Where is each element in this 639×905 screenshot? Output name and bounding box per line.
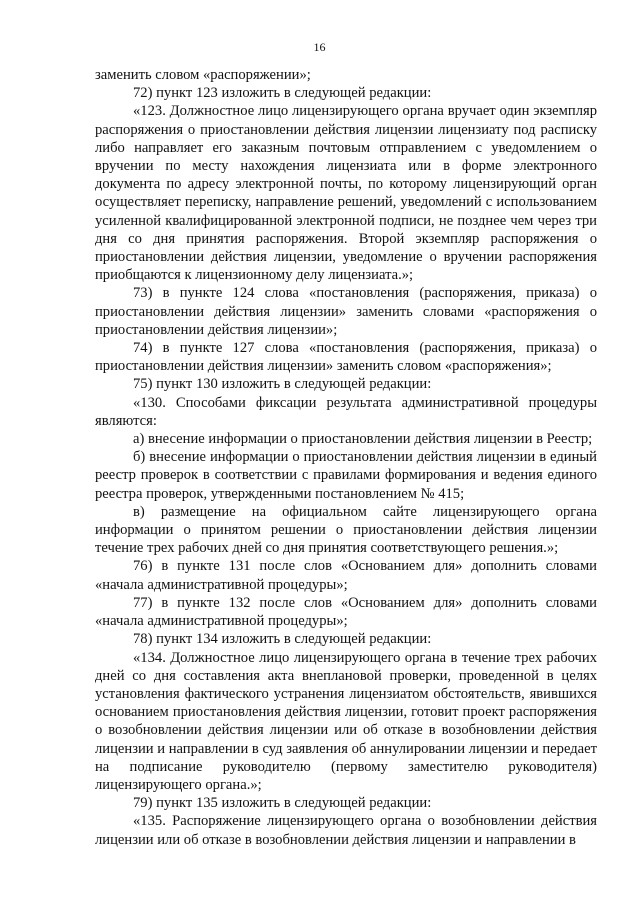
paragraph: 78) пункт 134 изложить в следующей редакции: xyxy=(133,631,432,648)
paragraph: заменить словом «распоряжении»; xyxy=(95,67,311,83)
page-number: 16 xyxy=(313,40,326,54)
paragraph: в) размещение на официальном сайте лицензирующего органа информации о принятом решении о приостановлении действия лицензии течение трех рабочих дней со дня принятия соответствующего решения.»; xyxy=(95,503,597,557)
paragraph: 72) пункт 123 изложить в следующей редакции: xyxy=(133,85,432,102)
paragraph: 75) пункт 130 изложить в следующей редакции: xyxy=(133,376,432,393)
paragraph: 73) в пункте 124 слова «постановления (распоряжения, приказа) о приостановлении действия лицензии» заменить словами «распоряжения о приостановлении действия лицензии»; xyxy=(95,285,597,338)
paragraph: 74) в пункте 127 слова «постановления (распоряжения, приказа) о приостановлении действия лицензии» заменить словом «распоряжения»; xyxy=(95,340,597,375)
paragraph: «130. Способами фиксации результата административной процедуры являются: xyxy=(95,394,597,429)
paragraph: 76) в пункте 131 после слов «Основанием для» дополнить словами «начала административной процедуры»; xyxy=(95,558,597,593)
paragraph: «123. Должностное лицо лицензирующего органа вручает один экземпляр распоряжения о приостановлении действия лицензии лицензиату под расписку либо направляет его заказным почтовым отправлением с уведомлением о вручении по месту нахождения лицензиата или в форме электронного документа по адресу электронной почты, по которому лицензирующий орган осуществляет переписку, направление решений, уведомлений с использованием усиленной квалифицированной электронной подписи, не позднее чем через три дня со дня принятия распоряжения. Второй экземпляр распоряжения о приостановлении действия лицензии, уведомление о вручении распоряжения приобщаются к лицензионному делу лицензиата.»; xyxy=(95,103,597,284)
paragraph: 79) пункт 135 изложить в следующей редакции: xyxy=(133,795,432,812)
paragraph: «135. Распоряжение лицензирующего органа о возобновлении действия лицензии или об отказе в возобновлении действия лицензии и направлении в xyxy=(95,813,597,848)
paragraph: а) внесение информации о приостановлении действия лицензии в Реестр; xyxy=(133,431,593,448)
paragraph: «134. Должностное лицо лицензирующего органа в течение трех рабочих дней со дня составления акта внеплановой проверки, проведенной в целях установления фактического устранения лицензиатом обстоятельств, явившихся основанием приостановления действия лицензии, готовит проект распоряжения о возобновлении действия лицензии или об отказе в возобновлении действия лицензии и направлении в суд заявления об аннулировании лицензии и передает на подписание руководителю (первому заместителю руководителя) лицензирующего органа.»; xyxy=(95,649,597,793)
paragraph: 77) в пункте 132 после слов «Основанием для» дополнить словами «начала административной процедуры»; xyxy=(95,594,597,630)
paragraph: б) внесение информации о приостановлении действия лицензии в единый реестр проверок в соответствии с правилами формирования и ведения единого реестра проверок, утвержденными постановлением № 415; xyxy=(95,449,597,502)
document-body xyxy=(95,66,597,849)
